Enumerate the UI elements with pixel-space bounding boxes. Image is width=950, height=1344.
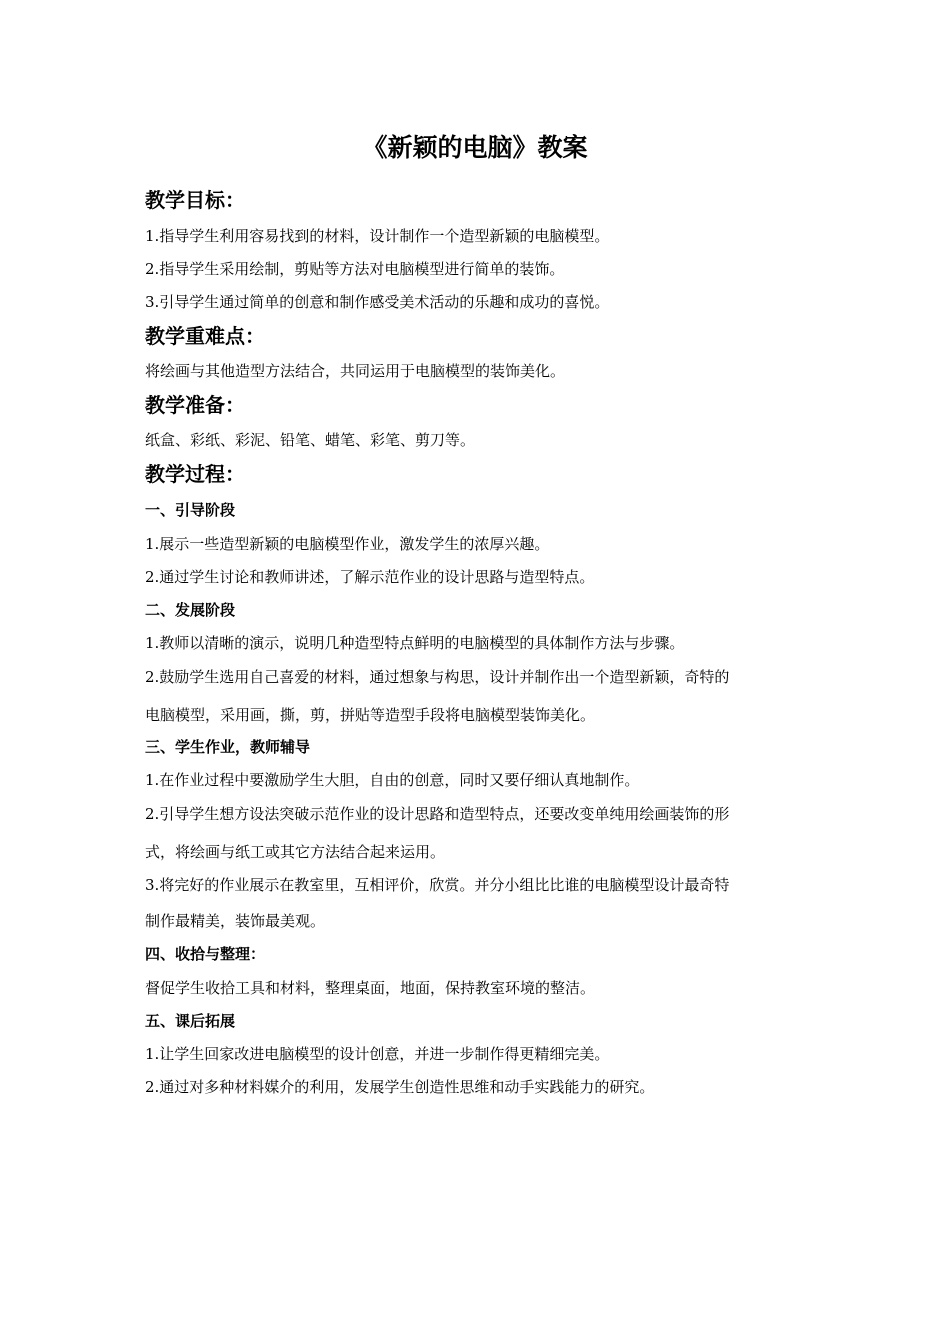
process-line: 1.教师以清晰的演示，说明几种造型特点鲜明的电脑模型的具体制作方法与步骤。 <box>145 634 685 652</box>
process-line: 1.在作业过程中要激励学生大胆，自由的创意，同时又要仔细认真地制作。 <box>145 771 640 789</box>
process-section-title-5: 五、课后拓展 <box>145 1012 236 1030</box>
key-points-heading: 教学重难点： <box>145 324 265 348</box>
document-title: 《新颖的电脑》教案 <box>362 133 588 162</box>
process-section-title-2: 二、发展阶段 <box>145 601 236 619</box>
key-points-text: 将绘画与其他造型方法结合，共同运用于电脑模型的装饰美化。 <box>145 362 566 380</box>
process-line: 督促学生收拾工具和材料，整理桌面，地面，保持教室环境的整洁。 <box>145 979 596 997</box>
process-line: 1.让学生回家改进电脑模型的设计创意，并进一步制作得更精细完美。 <box>145 1045 610 1063</box>
objective-item-1: 1.指导学生利用容易找到的材料，设计制作一个造型新颖的电脑模型。 <box>145 227 610 245</box>
process-section-title-4: 四、收拾与整理： <box>145 945 266 963</box>
process-section-title-1: 一、引导阶段 <box>145 501 236 519</box>
process-line: 3.将完好的作业展示在教室里，互相评价，欣赏。并分小组比比谁的电脑模型设计最奇特 <box>145 876 730 894</box>
process-line: 1.展示一些造型新颖的电脑模型作业，激发学生的浓厚兴趣。 <box>145 535 550 553</box>
process-section-title-3: 三、学生作业，教师辅导 <box>145 738 311 756</box>
process-line: 2.通过对多种材料媒介的利用，发展学生创造性思维和动手实践能力的研究。 <box>145 1078 655 1096</box>
objectives-heading: 教学目标： <box>145 188 245 212</box>
preparation-heading: 教学准备： <box>145 393 245 417</box>
process-line: 电脑模型，采用画，撕，剪，拼贴等造型手段将电脑模型装饰美化。 <box>145 706 596 724</box>
process-line: 式，将绘画与纸工或其它方法结合起来运用。 <box>145 843 446 861</box>
process-line: 制作最精美，装饰最美观。 <box>145 912 326 930</box>
objective-item-2: 2.指导学生采用绘制，剪贴等方法对电脑模型进行简单的装饰。 <box>145 260 565 278</box>
process-line: 2.引导学生想方设法突破示范作业的设计思路和造型特点，还要改变单纯用绘画装饰的形 <box>145 805 730 823</box>
process-heading: 教学过程： <box>145 462 245 486</box>
preparation-text: 纸盒、彩纸、彩泥、铅笔、蜡笔、彩笔、剪刀等。 <box>145 431 476 449</box>
objective-item-3: 3.引导学生通过简单的创意和制作感受美术活动的乐趣和成功的喜悦。 <box>145 293 610 311</box>
process-line: 2.鼓励学生选用自己喜爱的材料，通过想象与构思，设计并制作出一个造型新颖，奇特的 <box>145 668 730 686</box>
process-line: 2.通过学生讨论和教师讲述，了解示范作业的设计思路与造型特点。 <box>145 568 595 586</box>
